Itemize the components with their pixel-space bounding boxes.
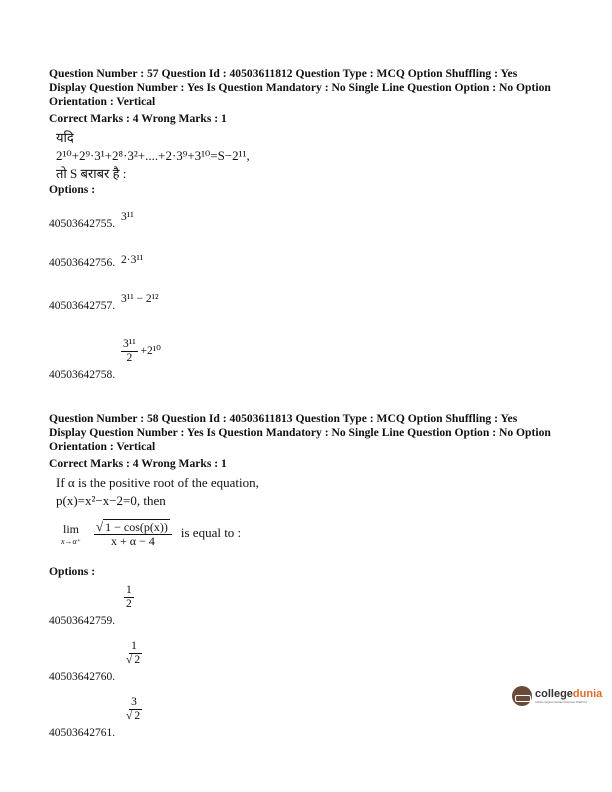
option-expr: 2·3¹¹ [121, 254, 144, 266]
q58-limit-expression [61, 520, 241, 548]
option-expr: 3¹¹ [121, 211, 134, 223]
q58-text-line1: If α is the positive root of the equation, [56, 475, 259, 490]
q57-equation: 2¹⁰+2⁹·3¹+2⁸·3²+....+2·3⁹+3¹⁰=S−2¹¹, [56, 148, 250, 163]
q57-text-if: यदि [56, 130, 74, 145]
q57-marks: Correct Marks : 4 Wrong Marks : 1 [49, 112, 227, 125]
q57-option-2[interactable] [49, 254, 144, 269]
logo-name: collegedunia [535, 688, 603, 700]
q57-option-4[interactable]: 40503642758. $\frac{\text{3¹¹}}{2}$ +2¹⁰ [49, 338, 161, 382]
question-57 [49, 67, 579, 196]
q57-options-label: Options : [49, 183, 96, 196]
option-id: 40503642757. [49, 300, 116, 312]
option-fraction: $\frac{1}{√ 2}$ [126, 640, 141, 666]
q57-text-then: तो S बराबर है : [56, 166, 127, 181]
option-id: 40503642760. [49, 671, 116, 684]
limit-tail: is equal to : [180, 524, 242, 540]
logo-tagline: India's largest Student Review Platform [535, 700, 588, 704]
mascot-icon [512, 686, 532, 706]
sqrt-icon: √ [126, 654, 133, 666]
option-expr: 3¹¹ − 2¹² [121, 293, 159, 305]
q58-option-3[interactable] [49, 696, 144, 740]
option-id: 40503642755. [49, 218, 116, 230]
option-fraction: $\frac{3}{√ 2}$ [126, 696, 141, 722]
limit-operator: lim x→α⁺ [61, 522, 81, 546]
sqrt-icon: √ [95, 519, 104, 534]
q57-option-1[interactable] [49, 211, 134, 230]
limit-fraction: $\frac{√ 1 - \cos(p(x))}{x + \alpha - 4}$ [94, 520, 172, 548]
collegedunia-logo [512, 686, 602, 706]
option-id: 40503642759. [49, 615, 116, 628]
q58-text-line2: p(x)=x²−x−2=0, then [56, 493, 166, 508]
option-fraction: $\frac{\text{3¹¹}}{2}$ [123, 338, 136, 364]
option-id: 40503642761. [49, 727, 116, 740]
sqrt-icon: √ [126, 710, 133, 722]
question-58 [49, 412, 579, 510]
option-fraction: $\frac{1}{2}$ [126, 584, 132, 610]
q57-option-3[interactable] [49, 293, 159, 312]
option-id: 40503642756. [49, 257, 116, 269]
q58-option-1[interactable] [49, 584, 134, 628]
option-id: 40503642758. [49, 369, 116, 382]
q58-options-header [49, 565, 579, 578]
q58-option-2[interactable] [49, 640, 144, 684]
q57-body [56, 129, 579, 183]
q58-meta: Question Number : 58 Question Id : 40503611813 Question Type : MCQ Option Shuffling : Yes Display Question Number : Yes Is Question Mandatory : No Single Line Question Option : No Option Orientation : Vertical [49, 412, 551, 453]
q58-body [56, 474, 579, 510]
q57-meta: Question Number : 57 Question Id : 40503611812 Question Type : MCQ Option Shuffling : Yes Display Question Number : Yes Is Question Mandatory : No Single Line Question Option : No Option Orientation : Vertical [49, 67, 551, 108]
q58-options-label: Options : [49, 565, 96, 578]
q58-marks: Correct Marks : 4 Wrong Marks : 1 [49, 457, 227, 470]
